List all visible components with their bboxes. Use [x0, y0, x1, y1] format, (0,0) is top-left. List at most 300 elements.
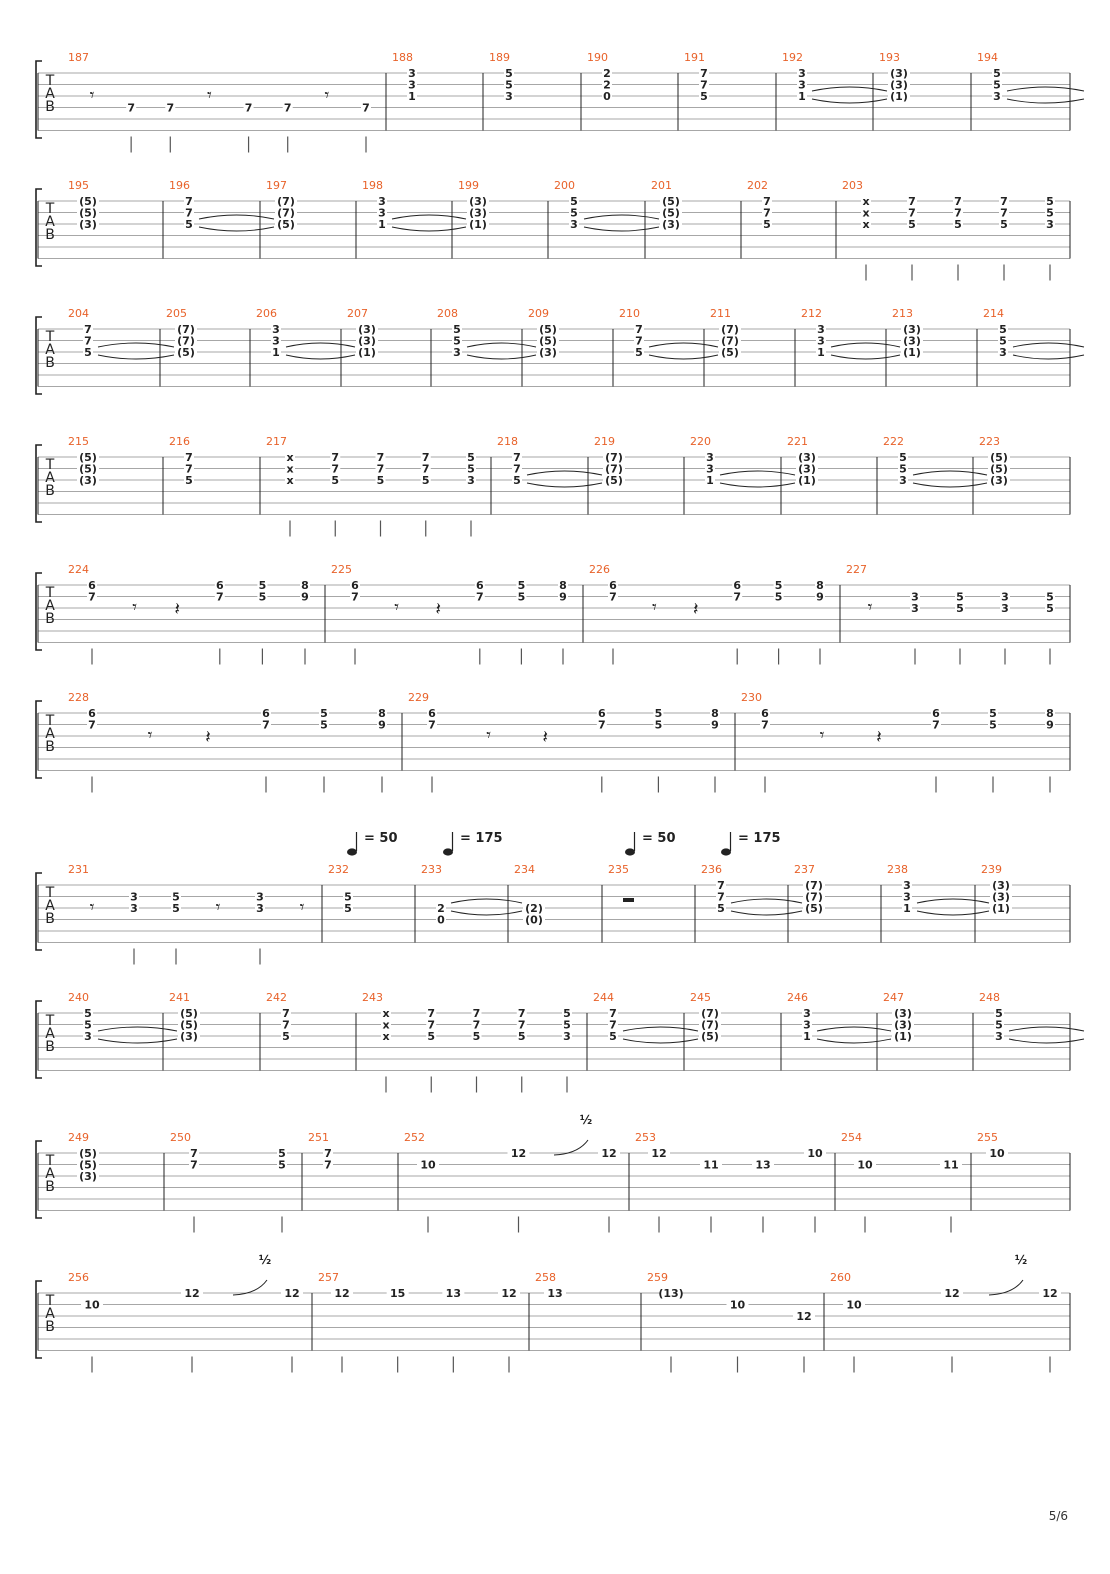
fret-number: 12 [184, 1287, 200, 1300]
fret-number: 7 [283, 101, 292, 115]
measure-number: 223 [979, 435, 1000, 448]
tie-arc [527, 483, 602, 487]
tab-clef-letter: A [45, 1306, 55, 1322]
fret-number: 1 [798, 90, 806, 103]
fret-number: 5 [763, 218, 771, 231]
tie-arc [812, 99, 887, 103]
fret-number: 3 [706, 462, 714, 476]
fret-number: (7) [177, 334, 195, 348]
fret-number: 8 [559, 579, 567, 592]
quarter-rest: 𝄽 [693, 599, 699, 620]
fret-number: 5 [654, 707, 663, 720]
fret-number: (3) [890, 67, 908, 80]
fret-number: 3 [903, 879, 911, 892]
measure-number: 208 [437, 307, 458, 320]
tie-arc [623, 1039, 698, 1043]
fret-number: (7) [177, 323, 195, 336]
fret-number: 7 [244, 101, 253, 115]
tie-arc [649, 355, 718, 359]
fret-number: 3 [1046, 218, 1054, 231]
fret-number: (3) [79, 1170, 97, 1183]
fret-number: 8 [816, 579, 824, 592]
fret-number: 7 [331, 451, 340, 464]
fret-number: 7 [517, 1007, 526, 1020]
measure-number: 241 [169, 991, 190, 1004]
quarter-note-icon [625, 848, 635, 855]
fret-number: 7 [700, 67, 708, 80]
fret-number: 9 [711, 718, 719, 732]
tab-clef-letter: T [45, 1153, 55, 1169]
fret-number: 7 [376, 462, 385, 476]
measure-number: 213 [892, 307, 913, 320]
eighth-rest: 𝄾 [299, 897, 305, 918]
fret-number: 5 [320, 707, 328, 720]
fret-number: (3) [79, 474, 97, 487]
fret-number: 7 [185, 462, 193, 476]
fret-number: 7 [597, 718, 606, 732]
fret-number: 5 [995, 1007, 1003, 1020]
tie-arc [812, 87, 887, 91]
fret-number: 3 [798, 78, 806, 92]
fret-number: 5 [505, 67, 513, 80]
fret-number: 5 [774, 590, 783, 604]
fret-number: 5 [320, 718, 328, 732]
fret-number: (7) [721, 334, 739, 348]
fret-number: (1) [469, 218, 487, 231]
fret-number: (5) [990, 462, 1008, 476]
fret-number: 12 [796, 1310, 812, 1323]
fret-number: x [382, 1030, 390, 1043]
fret-number: 3 [993, 90, 1001, 103]
measure-number: 247 [883, 991, 904, 1004]
fret-number: 8 [1046, 707, 1054, 720]
measure-number: 235 [608, 863, 629, 876]
tie-arc [913, 483, 987, 487]
fret-number: 3 [706, 451, 714, 464]
fret-number: 7 [1000, 195, 1008, 208]
measure-number: 218 [497, 435, 518, 448]
fret-number: (5) [990, 451, 1008, 464]
fret-number: 5 [376, 474, 385, 487]
fret-number: (1) [992, 902, 1010, 915]
quarter-rest: 𝄽 [205, 727, 211, 748]
fret-number: (7) [805, 890, 823, 904]
fret-number: 3 [408, 67, 416, 80]
measure-number: 240 [68, 991, 89, 1004]
fret-number: 5 [84, 1018, 92, 1032]
fret-number: 3 [408, 78, 416, 92]
fret-number: 6 [88, 707, 96, 720]
fret-number: 5 [344, 902, 352, 915]
fret-number: x [286, 462, 294, 476]
measure-number: 206 [256, 307, 277, 320]
measure-number: 211 [710, 307, 731, 320]
fret-number: 6 [733, 579, 742, 592]
fret-number: 5 [427, 1030, 436, 1043]
measure-number: 224 [68, 563, 89, 576]
tab-clef-letter: B [45, 611, 55, 627]
fret-number: 7 [717, 890, 725, 904]
fret-number: 5 [331, 474, 340, 487]
fret-number: 5 [570, 206, 578, 220]
fret-number: (3) [79, 218, 97, 231]
fret-number: 7 [763, 206, 771, 220]
measure-number: 260 [830, 1271, 851, 1284]
tab-clef-letter: T [45, 73, 55, 89]
fret-number: (7) [277, 206, 295, 220]
tab-system [36, 51, 1084, 153]
fret-number: 12 [651, 1147, 667, 1160]
fret-number: 3 [505, 90, 513, 103]
fret-number: 6 [597, 707, 606, 720]
fret-number: 3 [903, 890, 911, 904]
tab-clef-letter: A [45, 1026, 55, 1042]
tab-system [36, 435, 1070, 537]
fret-number: 7 [88, 718, 96, 732]
system-bracket [36, 445, 42, 522]
fret-number: (7) [805, 879, 823, 892]
fret-number: 5 [84, 1007, 92, 1020]
fret-number: (3) [894, 1007, 912, 1020]
fret-number: (3) [358, 323, 376, 336]
eighth-rest: 𝄾 [132, 597, 137, 618]
system-bracket [36, 1281, 42, 1358]
fret-number: 3 [256, 902, 264, 915]
fret-number: 3 [1001, 590, 1009, 604]
measure-number: 191 [684, 51, 705, 64]
measure-number: 219 [594, 435, 615, 448]
fret-number: 7 [954, 195, 962, 208]
fret-number: 5 [517, 1030, 526, 1043]
quarter-rest: 𝄽 [435, 599, 441, 620]
measure-number: 233 [421, 863, 442, 876]
tab-clef-letter: B [45, 1179, 55, 1195]
fret-number: (5) [79, 462, 97, 476]
tie-arc [584, 227, 659, 231]
fret-number: 7 [635, 323, 643, 336]
measure-number: 196 [169, 179, 190, 192]
measure-number: 248 [979, 991, 1000, 1004]
tie-arc [199, 227, 274, 231]
fret-number: 12 [601, 1147, 617, 1160]
fret-number: 7 [324, 1158, 332, 1172]
fret-number: (7) [701, 1018, 719, 1032]
fret-number: 7 [763, 195, 771, 208]
tie-arc [917, 911, 989, 915]
fret-number: (3) [180, 1030, 198, 1043]
fret-number: 7 [428, 718, 436, 732]
fret-number: 7 [517, 1018, 526, 1032]
fret-number: 3 [803, 1007, 811, 1020]
fret-number: (13) [658, 1287, 684, 1300]
fret-number: 5 [995, 1018, 1003, 1032]
tab-clef-letter: B [45, 99, 55, 115]
fret-number: 7 [427, 1018, 436, 1032]
fret-number: 3 [803, 1018, 811, 1032]
fret-number: 7 [376, 451, 385, 464]
tab-system [36, 307, 1084, 394]
system-bracket [36, 1001, 42, 1078]
fret-number: 5 [1046, 206, 1054, 220]
measure-number: 192 [782, 51, 803, 64]
fret-number: 7 [472, 1018, 481, 1032]
fret-number: 5 [563, 1007, 571, 1020]
fret-number: 7 [513, 462, 521, 476]
measure-number: 245 [690, 991, 711, 1004]
fret-number: (5) [180, 1018, 198, 1032]
fret-number: (3) [890, 78, 908, 92]
fret-number: 0 [603, 90, 611, 103]
fret-number: 5 [453, 323, 461, 336]
fret-number: (7) [701, 1007, 719, 1020]
fret-number: 7 [166, 101, 175, 115]
fret-number: 8 [378, 707, 386, 720]
fret-number: 5 [1046, 602, 1054, 615]
tie-arc [817, 1027, 891, 1031]
measure-number: 259 [647, 1271, 668, 1284]
fret-number: (1) [798, 474, 816, 487]
fret-number: 1 [817, 346, 825, 359]
tie-arc [731, 911, 802, 915]
fret-number: 12 [944, 1287, 960, 1300]
fret-number: 6 [609, 579, 617, 592]
fret-number: 3 [130, 890, 138, 904]
fret-number: 3 [899, 474, 907, 487]
tie-arc [584, 215, 659, 219]
measure-number: 254 [841, 1131, 862, 1144]
fret-number: 11 [943, 1158, 959, 1172]
tab-clef-letter: B [45, 227, 55, 243]
measure-number: 246 [787, 991, 808, 1004]
fret-number: (5) [721, 346, 739, 359]
fret-number: 7 [954, 206, 962, 220]
tab-clef-letter: B [45, 911, 55, 927]
tie-arc [1013, 355, 1084, 359]
fret-number: (5) [277, 218, 295, 231]
fret-number: 5 [989, 718, 997, 732]
fret-number: 7 [84, 323, 92, 336]
eighth-rest: 𝄾 [207, 85, 212, 106]
fret-number: 5 [956, 590, 964, 604]
measure-number: 204 [68, 307, 89, 320]
fret-number: 7 [609, 590, 617, 604]
measure-number: 230 [741, 691, 762, 704]
fret-number: 7 [324, 1147, 332, 1160]
measure-number: 250 [170, 1131, 191, 1144]
fret-number: 12 [284, 1287, 300, 1300]
quarter-note-icon [347, 848, 357, 855]
tie-arc [720, 483, 795, 487]
fret-number: (3) [358, 334, 376, 348]
tab-clef-letter: B [45, 1039, 55, 1055]
page-number: 5/6 [1048, 1509, 1068, 1523]
measure-number: 256 [68, 1271, 89, 1284]
fret-number: 2 [603, 78, 611, 92]
measure-number: 209 [528, 307, 549, 320]
eighth-rest: 𝄾 [394, 597, 399, 618]
fret-number: 7 [262, 718, 270, 732]
tie-arc [451, 911, 522, 915]
measure-number: 205 [166, 307, 187, 320]
fret-number: 7 [185, 451, 193, 464]
fret-number: 7 [472, 1007, 481, 1020]
tab-system [36, 1131, 1070, 1233]
fret-number: 7 [127, 101, 135, 115]
tempo-mark: = 175 [460, 831, 503, 846]
fret-number: (5) [662, 195, 680, 208]
fret-number: 7 [421, 451, 430, 464]
fret-number: 5 [282, 1030, 290, 1043]
eighth-rest: 𝄾 [89, 897, 95, 918]
fret-number: (3) [539, 346, 557, 359]
measure-number: 187 [68, 51, 89, 64]
fret-number: (3) [992, 890, 1010, 904]
tab-system [36, 1271, 1070, 1373]
fret-number: 7 [761, 718, 769, 732]
tie-arc [917, 899, 989, 903]
measure-number: 232 [328, 863, 349, 876]
fret-number: 9 [378, 718, 386, 732]
fret-number: 3 [378, 195, 386, 208]
fret-number: 5 [908, 218, 916, 231]
fret-number: 5 [421, 474, 430, 487]
fret-number: 5 [1046, 590, 1054, 604]
measure-number: 234 [514, 863, 535, 876]
tie-arc [1009, 1039, 1084, 1043]
system-bracket [36, 61, 42, 138]
eighth-rest: 𝄾 [89, 85, 95, 106]
fret-number: 7 [908, 206, 916, 220]
measure-number: 253 [635, 1131, 656, 1144]
measure-number: 193 [879, 51, 900, 64]
measure-number: 228 [68, 691, 89, 704]
fret-number: 5 [517, 579, 526, 592]
fret-number: 5 [999, 323, 1007, 336]
tab-clef-letter: B [45, 739, 55, 755]
fret-number: 13 [547, 1287, 563, 1300]
fret-number: (5) [180, 1007, 198, 1020]
fret-number: 10 [420, 1158, 436, 1172]
fret-number: (5) [539, 323, 557, 336]
fret-number: 5 [172, 890, 180, 904]
fret-number: (5) [79, 206, 97, 220]
tie-arc [1013, 343, 1084, 347]
fret-number: 3 [995, 1030, 1003, 1043]
tab-clef-letter: B [45, 1319, 55, 1335]
measure-number: 200 [554, 179, 575, 192]
fret-number: 5 [517, 590, 526, 604]
fret-number: 5 [954, 218, 962, 231]
fret-number: 10 [729, 1298, 746, 1312]
tie-arc [720, 471, 795, 475]
tie-arc [286, 343, 355, 347]
measure-number: 189 [489, 51, 510, 64]
tab-clef-letter: A [45, 470, 55, 486]
measure-number: 212 [801, 307, 822, 320]
tie-arc [98, 355, 174, 359]
eighth-rest: 𝄾 [486, 725, 491, 746]
fret-number: 5 [899, 462, 907, 476]
measure-number: 215 [68, 435, 89, 448]
measure-number: 197 [266, 179, 287, 192]
measure-number: 203 [842, 179, 863, 192]
fret-number: 5 [472, 1030, 481, 1043]
eighth-rest: 𝄾 [324, 85, 330, 106]
tie-arc [199, 215, 274, 219]
tie-arc [1007, 87, 1084, 91]
fret-number: (2) [525, 902, 543, 915]
fret-number: (3) [903, 334, 921, 348]
fret-number: 6 [761, 707, 769, 720]
fret-number: 6 [475, 579, 484, 592]
fret-number: 3 [272, 334, 280, 348]
fret-number: 5 [84, 346, 92, 359]
fret-number: 7 [609, 1018, 617, 1032]
fret-number: 5 [467, 462, 475, 476]
fret-number: 5 [774, 579, 783, 592]
fret-number: 10 [807, 1147, 823, 1160]
system-bracket [36, 573, 42, 650]
tab-clef-letter: A [45, 342, 55, 358]
tie-arc [392, 227, 466, 231]
fret-number: 6 [351, 579, 359, 592]
tie-arc [731, 899, 802, 903]
fret-number: 0 [437, 913, 445, 927]
fret-number: 5 [513, 474, 521, 487]
fret-number: 7 [427, 1007, 436, 1020]
fret-number: 7 [932, 718, 940, 732]
tie-arc [286, 355, 355, 359]
fret-number: 3 [798, 67, 806, 80]
fret-number: 10 [857, 1158, 873, 1172]
fret-number: 5 [278, 1147, 286, 1160]
fret-number: 1 [378, 218, 386, 231]
quarter-rest: 𝄽 [876, 727, 882, 748]
fret-number: (3) [992, 879, 1010, 892]
eighth-rest: 𝄾 [819, 725, 825, 746]
fret-number: 7 [185, 206, 193, 220]
fret-number: 2 [437, 902, 445, 915]
tie-arc [913, 471, 987, 475]
fret-number: 7 [1000, 206, 1008, 220]
fret-number: 3 [453, 346, 461, 359]
system-bracket [36, 317, 42, 394]
measure-number: 249 [68, 1131, 89, 1144]
fret-number: 7 [282, 1007, 290, 1020]
fret-number: 5 [1000, 218, 1008, 231]
fret-number: 6 [215, 579, 224, 592]
half-rest [623, 898, 634, 902]
tie-arc [527, 471, 602, 475]
measure-number: 257 [318, 1271, 339, 1284]
tab-clef-letter: A [45, 598, 55, 614]
tab-system [36, 991, 1084, 1093]
fret-number: 7 [733, 590, 742, 604]
fret-number: 7 [215, 590, 224, 604]
tie-arc [831, 343, 900, 347]
measure-number: 258 [535, 1271, 556, 1284]
tab-clef-letter: T [45, 585, 55, 601]
fret-number: 13 [755, 1158, 771, 1172]
fret-number: 1 [706, 474, 714, 487]
fret-number: 5 [1046, 195, 1054, 208]
quarter-rest: 𝄽 [174, 599, 180, 620]
fret-number: 6 [88, 579, 96, 592]
measure-number: 202 [747, 179, 768, 192]
tie-arc [1009, 1027, 1084, 1031]
fret-number: x [286, 474, 294, 487]
tie-arc [467, 343, 536, 347]
